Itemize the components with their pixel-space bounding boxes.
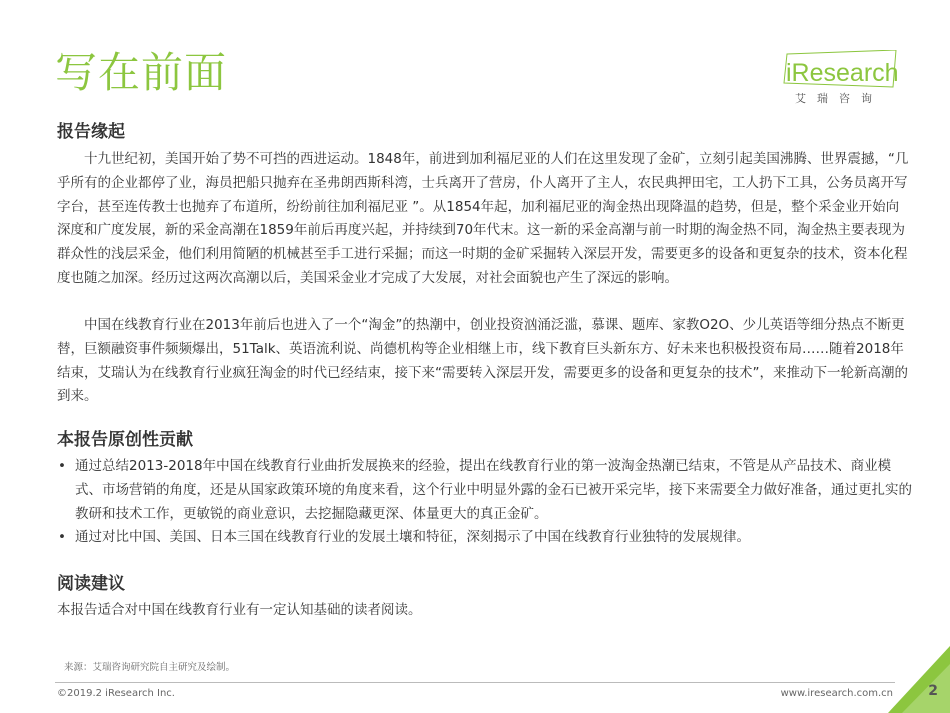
source-note: 来源：艾瑞咨询研究院自主研究及绘制。 — [64, 662, 236, 673]
contribution-bullet-text: 通过总结2013-2018年中国在线教育行业曲折发展换来的经验，提出在线教育行业的第一波淘金热潮已结束，不管是从产品技术、商业模式、市场营销的角度，还是从国家政策环境的角度来看，这个行业中明显外露的金石已被开采完毕，接下来需要全力做好准备，通过更扎实的教研和技术工作，更敏锐的商业意识，去挖掘隐藏更深、体量更大的真正金矿。 — [75, 458, 912, 522]
iresearch-logo[interactable] — [782, 50, 900, 112]
copyright: ©2019.2 iResearch Inc. — [57, 688, 175, 699]
page-title: 写在前面 — [55, 48, 228, 97]
logo-cn-name: 艾瑞咨询 — [795, 92, 883, 105]
iresearch-logo-icon — [782, 50, 900, 90]
contribution-bullet-2 — [57, 526, 917, 550]
section-heading-reading: 阅读建议 — [57, 574, 125, 594]
origin-paragraph-2: 中国在线教育行业在2013年前后也进入了一个“淘金”的热潮中，创业投资汹涌泛滥，慕课、题库、家教O2O、少儿英语等细分热点不断更替，巨额融资事件频频爆出，51Talk、英语流利说、尚德机构等企业相继上市，线下教育巨头新东方、好未来也积极投资布局……随着2018年结束，艾瑞认为在线教育行业疯狂淘金的时代已经结束，接下来“需要转入深层开发，需要更多的设备和更复杂的技术”，来推动下一轮新高潮的到来。 — [57, 317, 908, 405]
bullet-dot-icon: • — [58, 458, 66, 474]
contribution-bullet-text: 通过对比中国、美国、日本三国在线教育行业的发展土壤和特征，深刻揭示了中国在线教育行业独特的发展规律。 — [75, 529, 750, 546]
reading-text: 本报告适合对中国在线教育行业有一定认知基础的读者阅读。 — [57, 602, 422, 618]
logo-wordmark: iResearch — [786, 59, 899, 87]
section-heading-origin: 报告缘起 — [57, 122, 125, 142]
website-link[interactable]: www.iresearch.com.cn — [780, 688, 893, 699]
footer-divider — [55, 682, 895, 683]
section-heading-contribution: 本报告原创性贡献 — [57, 430, 193, 450]
page-number: 2 — [928, 683, 938, 699]
contribution-bullet-1 — [57, 455, 917, 526]
origin-paragraph-1: 十九世纪初，美国开始了势不可挡的西进运动。1848年，前进到加利福尼亚的人们在这里发现了金矿，立刻引起美国沸腾、世界震撼，“几乎所有的企业都停了业，海员把船只抛弃在圣弗朗西斯科湾，士兵离开了营房，仆人离开了主人，农民典押田宅，工人扔下工具，公务员离开写字台，甚至连传教士也抛弃了布道所，纷纷前往加利福尼亚 ”。从1854年起，加利福尼亚的淘金热出现降温的趋势，但是，整个采金业开始向深度和广度发展，新的采金高潮在1859年前后再度兴起，并持续到70年代末。这一新的采金高潮与前一时期的淘金热不同，淘金热主要表现为群众性的浅层采金，他们利用简陋的机械甚至手工进行采掘；而这一时期的金矿采掘转入深层开发，需要更多的设备和更复杂的技术，资本化程度也随之加深。经历过这两次高潮以后，美国采金业才完成了大发展，对社会面貌也产生了深远的影响。 — [57, 151, 909, 286]
contribution-list — [57, 455, 917, 550]
corner-triangle-icon — [888, 646, 950, 713]
bullet-dot-icon: • — [58, 529, 66, 546]
